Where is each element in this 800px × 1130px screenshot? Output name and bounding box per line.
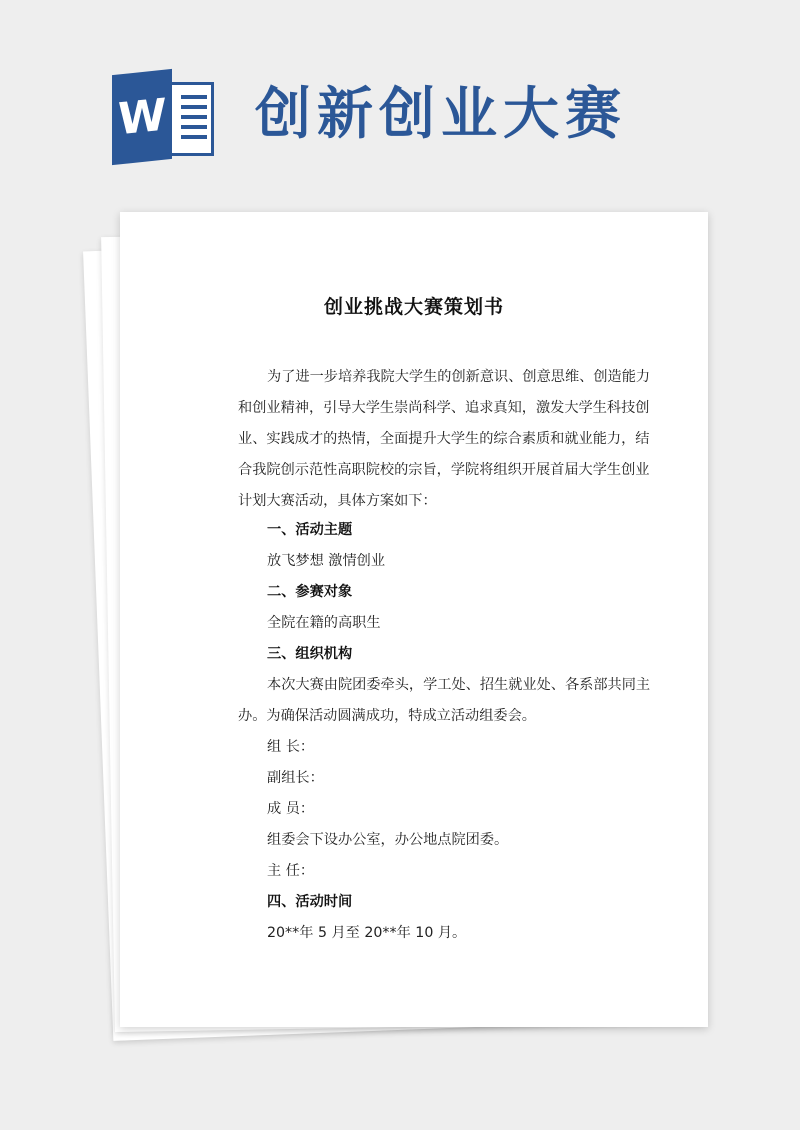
intro-paragraph — [238, 362, 651, 517]
section-text-time: 20**年 5 月至 20**年 10 月。 — [267, 925, 467, 941]
members-label: 成 员： — [267, 801, 315, 817]
section-heading-participants: 二、参赛对象 — [267, 584, 353, 600]
vice-leader-label: 副组长： — [267, 770, 324, 786]
section-heading-organization: 三、组织机构 — [267, 646, 353, 662]
section-heading-theme: 一、活动主题 — [267, 522, 353, 538]
section-text-organization-cont: 办。为确保活动圆满成功，特成立活动组委会。 — [238, 708, 536, 724]
office-text: 组委会下设办公室，办公地点院团委。 — [267, 832, 509, 848]
section-text-organization: 本次大赛由院团委牵头，学工处、招生就业处、各系部共同主 — [267, 677, 651, 693]
intro-line: 和创业精神，引导大学生崇尚科学、追求真知，激发大学生科技创 — [238, 400, 650, 416]
section-heading-time: 四、活动时间 — [267, 894, 353, 910]
document-title: 创业挑战大赛策划书 — [323, 296, 504, 318]
intro-line: 合我院创示范性高职院校的宗旨，学院将组织开展首届大学生创业 — [238, 462, 650, 478]
document-page — [120, 212, 708, 1027]
section-text-participants: 全院在籍的高职生 — [267, 615, 381, 631]
director-label: 主 任： — [267, 863, 315, 879]
intro-line: 业、实践成才的热情，全面提升大学生的综合素质和就业能力，结 — [238, 431, 650, 447]
word-icon — [112, 72, 216, 162]
banner — [0, 0, 800, 200]
section-text-theme: 放飞梦想 激情创业 — [267, 553, 386, 569]
intro-line: 计划大赛活动，具体方案如下： — [238, 493, 437, 509]
intro-line: 为了进一步培养我院大学生的创新意识、创意思维、创造能力 — [267, 369, 651, 385]
leader-label: 组 长： — [267, 739, 315, 755]
banner-title: 创新创业大赛 — [255, 82, 627, 147]
word-icon-letter: W — [112, 69, 172, 165]
